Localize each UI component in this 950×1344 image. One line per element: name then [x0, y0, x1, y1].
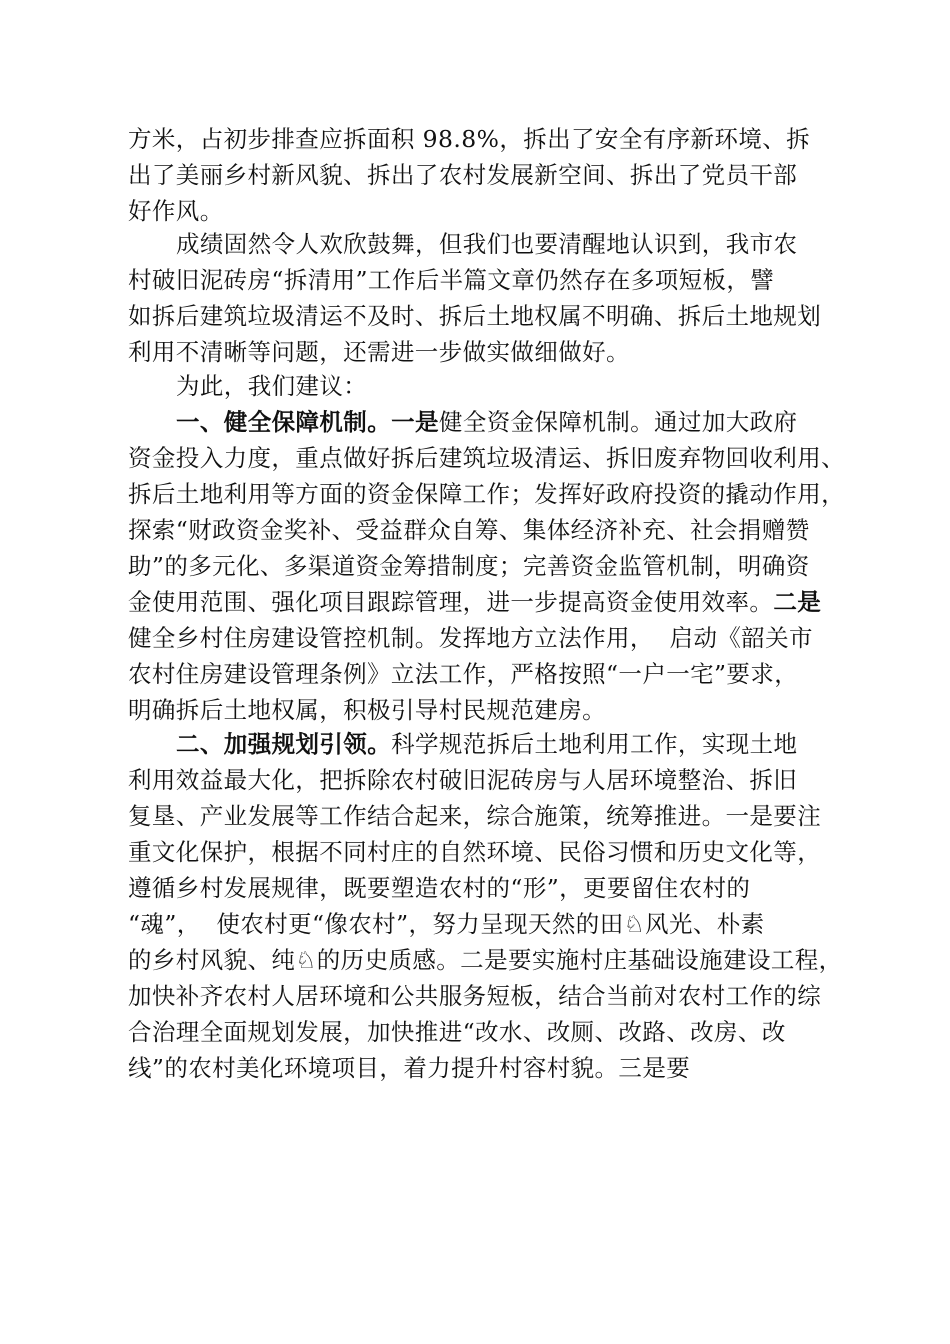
text-line [128, 512, 810, 548]
text-line [128, 157, 797, 193]
text-run: 资金投入力度，重点做好拆后建筑垃圾清运、拆旧废弃物回收利用、 [128, 444, 845, 472]
text-run: 好作风。 [128, 197, 224, 225]
text-line [128, 193, 224, 229]
text-line [128, 121, 810, 157]
text-run: 复垦、产业发展等工作结合起来，综合施策，统筹推进。一是要注 [128, 802, 822, 830]
text-line [128, 834, 821, 870]
paragraph-first-line [176, 226, 797, 262]
section-heading-line [176, 404, 797, 440]
text-run: 拆后土地利用等方面的资金保障工作；发挥好政府投资的撬动作用， [128, 480, 845, 508]
text-run: 健全乡村住房建设管控机制。发挥地方立法作用， 启动《韶关市 [128, 624, 813, 652]
text-line [128, 942, 843, 978]
text-run: 成绩固然令人欢欣鼓舞，但我们也要清醒地认识到，我市农 [176, 230, 798, 258]
text-run: 金使用范围、强化项目跟踪管理，进一步提高资金使用效率。 [128, 588, 774, 616]
text-line [128, 1050, 690, 1086]
text-run: 利用效益最大化，把拆除农村破旧泥砖房与人居环境整治、拆旧 [128, 766, 798, 794]
text-line [128, 298, 821, 334]
text-line [128, 620, 813, 656]
text-line [128, 656, 798, 692]
text-line [128, 584, 821, 620]
text-run: 科学规范拆后土地利用工作，实现土地 [391, 730, 798, 758]
text-run: 为此，我们建议： [176, 372, 368, 400]
text-run: 如拆后建筑垃圾清运不及时、拆后土地权属不明确、拆后土地规划 [128, 302, 822, 330]
text-run: 探索“财政资金奖补、受益群众自筹、集体经济补充、社会捐赠赞 [128, 516, 810, 544]
text-line [128, 548, 810, 584]
text-run: 加快补齐农村人居环境和公共服务短板，结合当前对农村工作的综 [128, 982, 822, 1010]
text-line [128, 262, 774, 298]
text-line [128, 906, 765, 942]
text-line [128, 870, 750, 906]
text-run: 方米，占初步排查应拆面积 98.8%，拆出了安全有序新环境、拆 [128, 125, 811, 153]
text-run: 出了美丽乡村新风貌、拆出了农村发展新空间、拆出了党员干部 [128, 161, 798, 189]
section-heading: 二、加强规划引领。 [176, 730, 392, 758]
bold-run: 二是 [773, 588, 822, 616]
text-line [128, 476, 845, 512]
text-line [128, 798, 821, 834]
text-run: 合治理全面规划发展，加快推进“改水、改厕、改路、改房、改 [128, 1018, 786, 1046]
text-run: 农村住房建设管理条例》立法工作，严格按照“一户一宅”要求， [128, 660, 799, 688]
paragraph-first-line [176, 368, 367, 404]
text-run: 的乡村风貌、纯♘的历史质感。二是要实施村庄基础设施建设工程， [128, 946, 843, 974]
text-run: 助”的多元化、多渠道资金筹措制度；完善资金监管机制，明确资 [128, 552, 810, 580]
text-line [128, 692, 606, 728]
text-line [128, 334, 630, 370]
text-run: 线”的农村美化环境项目，着力提升村容村貌。三是要 [128, 1054, 691, 1082]
bold-run: 一是 [391, 408, 439, 436]
text-line [128, 1014, 786, 1050]
text-run: 利用不清晰等问题，还需进一步做实做细做好。 [128, 338, 630, 366]
text-run: 明确拆后土地权属，积极引导村民规范建房。 [128, 696, 606, 724]
text-line [128, 762, 797, 798]
text-line [128, 978, 821, 1014]
text-run: “魂”， 使农村更“像农村”，努力呈现天然的田♘风光、朴素 [128, 910, 765, 938]
text-run: 遵循乡村发展规律，既要塑造农村的“形”，更要留住农村的 [128, 874, 751, 902]
text-run: 村破旧泥砖房“拆清用”工作后半篇文章仍然存在多项短板，譬 [128, 266, 775, 294]
text-run: 重文化保护，根据不同村庄的自然环境、民俗习惯和历史文化等， [128, 838, 822, 866]
text-line [128, 440, 845, 476]
section-heading: 一、健全保障机制。 [176, 408, 392, 436]
text-run: 健全资金保障机制。通过加大政府 [438, 408, 798, 436]
section-heading-line [176, 726, 797, 762]
